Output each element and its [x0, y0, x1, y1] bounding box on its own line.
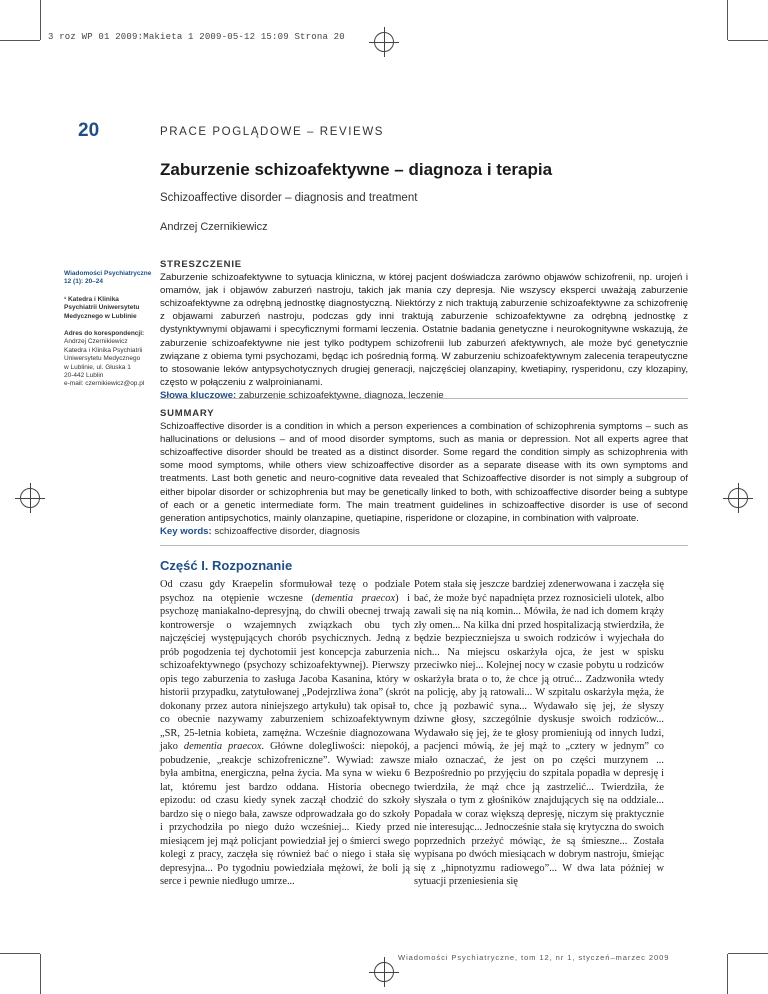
- keywords-line: [160, 389, 688, 402]
- abstract-english: [160, 407, 688, 538]
- affiliation-text: Katedra i Klinika Psychiatrii Uniwersytetu Medycznego w Lublinie: [64, 295, 140, 320]
- crop-mark: [40, 954, 41, 994]
- registration-mark-icon: [728, 488, 748, 508]
- sidebar: [64, 270, 152, 389]
- correspondence-line: 20-442 Lublin: [64, 372, 104, 380]
- print-slug: 3 roz WP 01 2009:Makieta 1 2009-05-12 15:09 Strona 20: [48, 32, 345, 42]
- body-paragraph: Od czasu gdy Kraepelin sformułował tezę o podziale psychoz na otępienie wczesne (dementia praecox) i psychozę maniakalno-depresyjną, do chwili obecnej trwają kontrowersje o wzajemnych związkach obu tych najczęściej występujących chorób psychicznych. Jedną z prób pogodzenia tej dychotomii jest koncepcja zaburzenia schizoafektywnego (psychozy schizoafektywnej). Pierwszy opis tego zaburzenia to zasługa Jacoba Kasanina, który w historii przypadku, zatytułowanej „Podejrzliwa żona” (skrót dokonany przez autora niniejszego artykułu) tak opisał to, co obecnie nazywamy zaburzeniem schizoafektywnym „SR, 25-letnia kobieta, zamężna. Wcześnie diagnozowana jako dementia praecox. Główne dolegliwości: niepokój, pobudzenie, „reakcje schizofreniczne”. Wywiad: zawsze była ambitna, energiczna, pełna życia. Ma syna w wieku 6 lat, któremu jest bardzo oddana. Historia obecnego epizodu: od czasu kiedy synek zaczął chodzić do szkoły bardzo się o niego bała, zawsze odprowadzała go do szkoły i przychodziła po niego dużo wcześniej... Kiedy przed miesiącem jej mąż policjant powiedział jej o śmierci swego kolegi z pracy, zaczęła się również bać o niego i stała się depresyjna... Po tygodniu powiedziała mężowi, że boli ją serce i pewnie niedługo umrze...: [160, 579, 410, 887]
- summary-heading: SUMMARY: [160, 408, 215, 419]
- registration-mark-icon: [374, 962, 394, 982]
- article-title: Zaburzenie schizoafektywne – diagnoza i terapia: [160, 160, 553, 179]
- divider: [160, 398, 688, 399]
- crop-mark: [727, 0, 728, 40]
- page-number: 20: [78, 120, 100, 141]
- author-name: Andrzej Czernikiewicz: [160, 221, 268, 233]
- abstract-heading: STRESZCZENIE: [160, 259, 242, 270]
- body-column-left: [160, 578, 410, 889]
- body-paragraph: Potem stała się jeszcze bardziej zdenerwowana i zaczęła się bać, że może być napadnięta przez roznosicieli ulotek, albo zawali się na nią komin... Mówiła, że nad ich domem krąży zły omen... Na kilka dni przed hospitalizacją stwierdziła, że będzie bezpieczniejsza u swoich rodziców i wyjechała do nich... Na miejscu oskarżyła ojca, że jest w spisku przeciwko niej... Kolejnej nocy w czasie pobytu u rodziców oskarżyła brata o to, że chce ją otruć... Zadzwoniła wtedy na policję, aby ją ratowali... W szpitalu oskarżyła męża, że chce ją pozbawić syna... Wydawało się jej, że słyszy dziwne głosy, szczególnie dyskusje swoich rodziców... Wydawało się jej, że te głosy promieniują od innych ludzi, a pacjenci mówią, że jej mąż to „cztery w jednym” co miało oznaczać, że jest on po części murzynem ... Bezpośrednio po przyjęciu do szpitala popadła w depresję i twierdziła, że mąż chce ją zastrzelić... Twierdziła, że słyszała o tym z głośników znajdujących się na oddziale... Popadała w coraz większą depresję, niczym się praktycznie nie interesując... Jednocześnie stała się krytyczna do swoich poprzednich przeżyć mówiąc, że są śmieszne... Została wypisana po dwóch miesiącach w dobrym nastroju, śmiejąc się z „hipnotyzmu radiowego”... W dwa lata później w sytuacji przeniesienia się: [414, 579, 664, 887]
- crop-mark: [0, 953, 40, 954]
- registration-mark-icon: [20, 488, 40, 508]
- affiliation: [64, 296, 152, 321]
- summary-text: Schizoaffective disorder is a condition in which a person experiences a combination of schizophrenia symptoms – such as hallucinations or delusions – and of mood disorder symptoms, such as mania or depression. Not all experts agree that schizoaffective disorder should be treated as a distinct disorder. Some regard the condition simply as schizophrenia with some mood symptoms, while others view schizoaffective disorder as a separate disease with its own symptoms and treatments. Last both genetic and neuro-cognitive data revealed that Schizoaffective disorder is not simply a subgroup of either bipolar disorder or schizophrenia but may be genetically linked to both, with schizoaffective disorder being a subtype of each or a genetic intermediate form. The main treatment guidelines in schizoaffective disorder is use of second generation antipsychotics, mainly olanzapine, quetiapine, risperidone or clozapine, in combination with valproate.: [160, 421, 688, 524]
- crop-mark: [40, 0, 41, 40]
- abstract-polish: [160, 258, 688, 402]
- correspondence-label: Adres do korespondencji:: [64, 330, 145, 338]
- journal-citation: Wiadomości Psychiatryczne 12 (1): 20–24: [64, 270, 152, 286]
- section-label: PRACE POGLĄDOWE – REVIEWS: [160, 126, 385, 138]
- affiliation-mark: ¹: [64, 295, 67, 303]
- crop-mark: [728, 40, 768, 41]
- body-column-right: [414, 578, 664, 889]
- correspondence-line: Katedra i Klinika Psychiatrii: [64, 346, 143, 354]
- keywords-value: schizoaffective disorder, diagnosis: [214, 525, 360, 537]
- correspondence-line: w Lublinie, ul. Głuska 1: [64, 363, 131, 371]
- correspondence-email[interactable]: e-mail: czernikiewicz@op.pl: [64, 380, 145, 388]
- keywords-line: [160, 525, 688, 538]
- crop-mark: [0, 40, 40, 41]
- correspondence-line: Andrzej Czernikiewicz: [64, 338, 128, 346]
- registration-mark-icon: [374, 32, 394, 52]
- divider: [160, 545, 688, 546]
- crop-mark: [727, 954, 728, 994]
- keywords-value: zaburzenie schizoafektywne, diagnoza, leczenie: [238, 389, 444, 401]
- footer-citation: Wiadomości Psychiatryczne, tom 12, nr 1, styczeń–marzec 2009: [398, 953, 670, 962]
- article-subtitle: Schizoaffective disorder – diagnosis and treatment: [160, 192, 418, 204]
- part-heading: Część I. Rozpoznanie: [160, 558, 293, 573]
- correspondence-line: Uniwersytetu Medycznego: [64, 355, 141, 363]
- keywords-label: Słowa kluczowe:: [160, 389, 237, 401]
- keywords-label: Key words:: [160, 525, 212, 537]
- crop-mark: [728, 953, 768, 954]
- abstract-text: Zaburzenie schizoafektywne to sytuacja kliniczna, w której pacjent doświadcza zarówno objawów schizofrenii, np. urojeń i omamów, jak i objawów zaburzeń nastroju, takich jak mania czy depresja. Nie wszyscy eksperci uważają zaburzenie schizoafektywne za odrębną jednostkę diagnostyczną. Niektórzy z nich traktują zaburzenie schizoafektywne za schizofrenię z objawami zaburzeń nastroju, podczas gdy inni traktują zaburzenie schizoafektywne za odrębną jednostkę z dystynktywnymi objawami i specyficznymi formami leczenia. Ostatnie badania genetyczne i neurokognitywne wskazują, że zaburzenie schizoafektywne nie jest tylko podtypem schizofrenii lub zaburzeń afektywnych, ale może być genetycznie związane z obiema tymi psychozami, będąc ich pośrednią formą. W zaburzeniu schizoafektywnym zalecenia terapeutyczne to stosowanie leków antypsychotycznych drugiej generacji, najczęściej olanzapiny, kwetiapiny, rysperidonu, czy klozapiny, często w połączeniu z walproinianami.: [160, 272, 688, 388]
